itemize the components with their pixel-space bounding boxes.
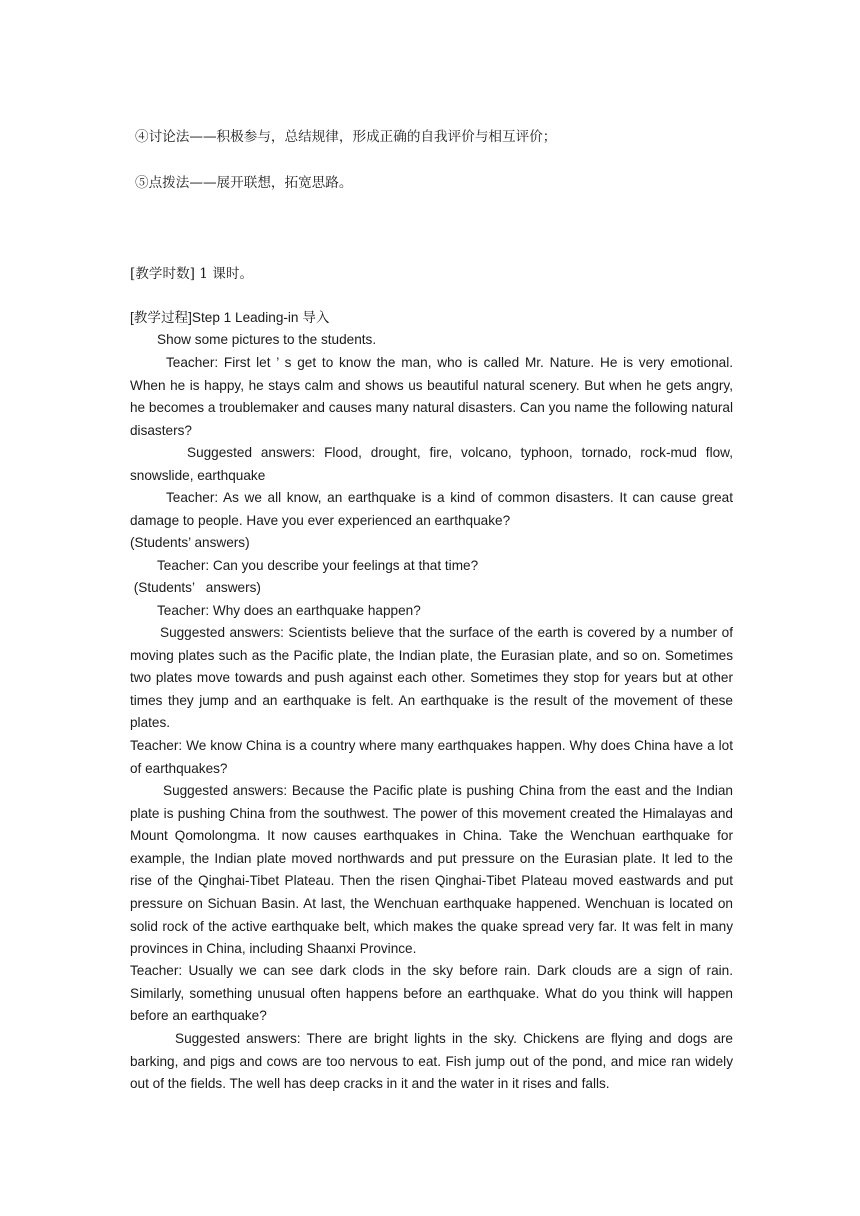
method-item-discussion: ④讨论法——积极参与，总结规律，形成正确的自我评价与相互评价； bbox=[135, 129, 557, 145]
paragraph-show-pictures: Show some pictures to the students. bbox=[157, 332, 377, 347]
paragraph-teacher-mr-nature: Teacher: First let ’ s get to know the man, who is called Mr. Nature. He is very emotional. When he is happy, he stays calm and shows us beautiful natural scenery. But when he gets angry, he becomes a troublemaker and causes many natural disasters. Can you name the following natural disasters? bbox=[130, 355, 733, 438]
paragraph-answers-china: Suggested answers: Because the Pacific plate is pushing China from the east and the Indian plate is pushing China from the southwest. The power of this movement created the Himalayas and Mount Qomolongma. It now causes earthquakes in China. Take the Wenchuan earthquake for example, the Indian plate moved northwards and put pressure on the Eurasian plate. It led to the rise of the Qinghai-Tibet Plateau. Then the risen Qinghai-Tibet Plateau moved eastwards and put pressure on Sichuan Basin. At last, the Wenchuan earthquake happened. Wenchuan is located on solid rock of the active earthquake belt, which makes the quake spread very far. It was felt in many provinces in China, including Shaanxi Province. bbox=[130, 783, 733, 957]
paragraph-answers-disasters: Suggested answers: Flood, drought, fire, volcano, typhoon, tornado, rock-mud flow, snowslide, earthquake bbox=[130, 445, 733, 483]
paragraph-students-answers-1: (Students’ answers) bbox=[130, 535, 250, 550]
process-heading: [教学过程]Step 1 Leading-in 导入 bbox=[130, 310, 330, 325]
paragraph-students-answers-2: (Students’ answers) bbox=[130, 580, 261, 595]
paragraph-teacher-feelings: Teacher: Can you describe your feelings at that time? bbox=[157, 558, 479, 573]
method-item-guidance: ⑤点拨法——展开联想，拓宽思路。 bbox=[135, 175, 353, 191]
paragraph-answers-plates: Suggested answers: Scientists believe that the surface of the earth is covered by a number of moving plates such as the Pacific plate, the Indian plate, the Eurasian plate, and so on. Sometimes two plates move towards and push against each other. Sometimes they stop for years but at other times they jump and an earthquake is felt. An earthquake is the result of the movement of these plates. bbox=[130, 625, 733, 731]
paragraph-teacher-china: Teacher: We know China is a country where many earthquakes happen. Why does China have a lot of earthquakes? bbox=[130, 738, 733, 776]
paragraph-answers-signs: Suggested answers: There are bright lights in the sky. Chickens are flying and dogs are barking, and pigs and cows are too nervous to eat. Fish jump out of the pond, and mice ran widely out of the fields. The well has deep cracks in it and the water in it rises and falls. bbox=[130, 1031, 733, 1092]
paragraph-teacher-why: Teacher: Why does an earthquake happen? bbox=[157, 603, 421, 618]
paragraph-teacher-signs: Teacher: Usually we can see dark clods in the sky before rain. Dark clouds are a sign of rain. Similarly, something unusual often happens before an earthquake. What do you think will happen before an earthquake? bbox=[130, 963, 733, 1024]
paragraph-teacher-earthquake: Teacher: As we all know, an earthquake is a kind of common disasters. It can cause great damage to people. Have you ever experienced an earthquake? bbox=[130, 490, 733, 528]
lesson-hours: [教学时数] 1 课时。 bbox=[130, 266, 254, 282]
